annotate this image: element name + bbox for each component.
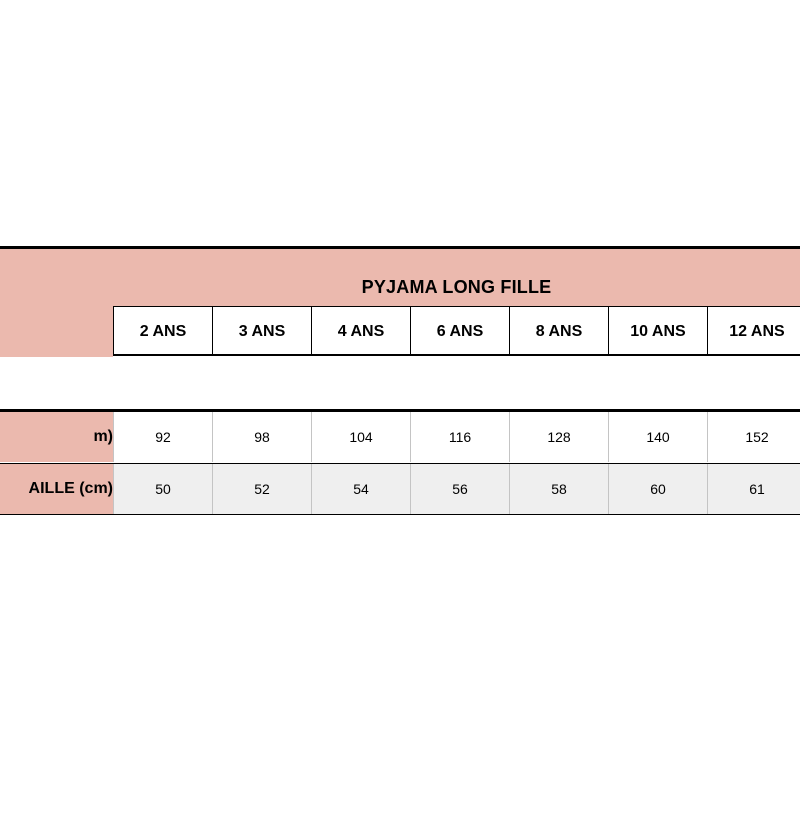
table-cell: 52 — [212, 464, 311, 514]
table-cell: 140 — [608, 412, 707, 462]
size-header-8-ans: 8 ANS — [509, 307, 608, 356]
size-header-4-ans: 4 ANS — [311, 307, 410, 356]
table-cell: 116 — [410, 412, 509, 462]
table-cell: 54 — [311, 464, 410, 514]
table-row — [0, 412, 800, 462]
table-cell: 152 — [707, 412, 800, 462]
size-chart-header — [0, 246, 800, 356]
size-header-12-ans: 12 ANS — [707, 307, 800, 356]
size-header-3-ans: 3 ANS — [212, 307, 311, 356]
table-cell: 92 — [113, 412, 212, 462]
table-cell: 58 — [509, 464, 608, 514]
table-cell: 50 — [113, 464, 212, 514]
table-cell: 56 — [410, 464, 509, 514]
size-header-row — [113, 306, 800, 357]
table-cell: 104 — [311, 412, 410, 462]
table-cell: 128 — [509, 412, 608, 462]
table-cell: 61 — [707, 464, 800, 514]
measurement-table — [0, 409, 800, 515]
row-label — [0, 412, 113, 462]
row-label-text: AILLE (cm) — [28, 480, 113, 497]
table-cell: 98 — [212, 412, 311, 462]
size-header-2-ans: 2 ANS — [113, 307, 212, 356]
row-label-text: m) — [93, 428, 113, 445]
size-header-6-ans: 6 ANS — [410, 307, 509, 356]
row-label — [0, 464, 113, 514]
size-header-10-ans: 10 ANS — [608, 307, 707, 356]
table-cell: 60 — [608, 464, 707, 514]
header-corner-cell — [0, 306, 113, 357]
table-row — [0, 463, 800, 514]
table-title: PYJAMA LONG FILLE — [361, 277, 552, 297]
